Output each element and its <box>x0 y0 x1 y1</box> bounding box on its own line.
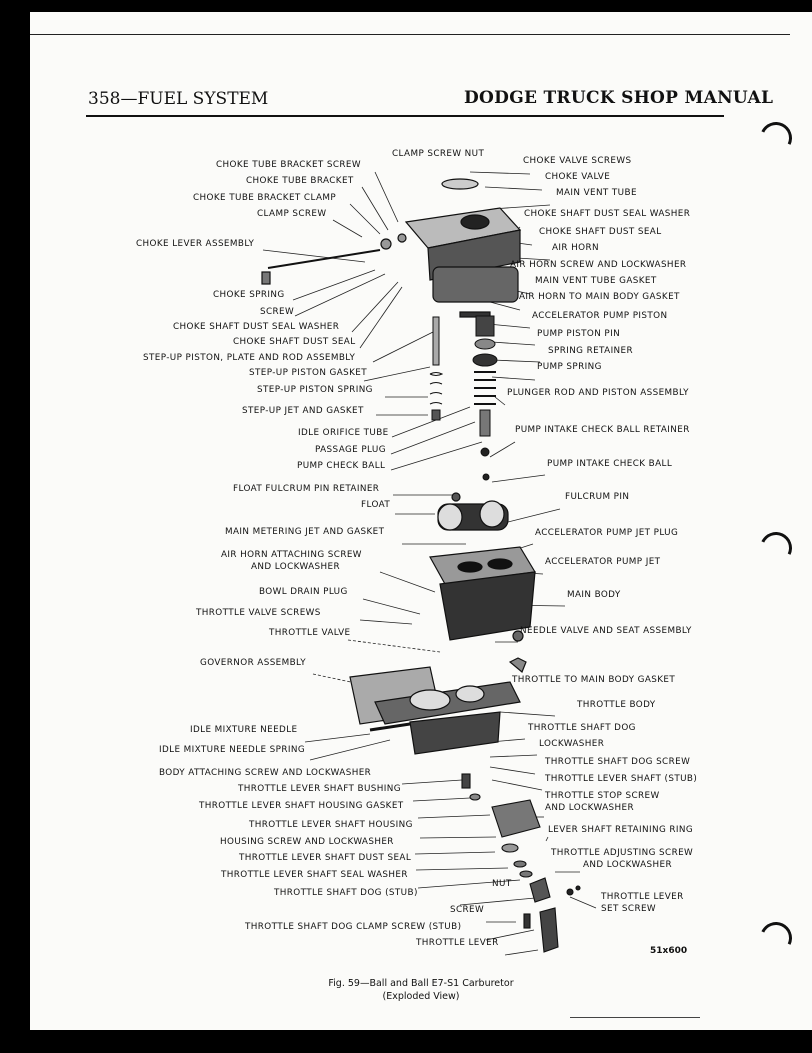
bottom-rule <box>570 1017 700 1018</box>
label-throttle-shaft-dog: THROTTLE SHAFT DOG <box>528 723 636 733</box>
label-main-body: MAIN BODY <box>567 590 621 600</box>
label-main-vent-tube: MAIN VENT TUBE <box>556 188 637 198</box>
label-pump-check-ball: PUMP CHECK BALL <box>297 461 386 471</box>
label-step-up-jet-gasket: STEP-UP JET AND GASKET <box>242 406 364 416</box>
label-pump-spring: PUMP SPRING <box>537 362 602 372</box>
label-pump-piston-pin: PUMP PISTON PIN <box>537 329 621 339</box>
label-clamp-screw-nut: CLAMP SCREW NUT <box>392 149 485 159</box>
main-body-drawing <box>430 547 535 672</box>
label-choke-lever-assembly: CHOKE LEVER ASSEMBLY <box>136 239 255 249</box>
label-clamp-screw: CLAMP SCREW <box>257 209 327 219</box>
label-throttle-stop-screw-2: AND LOCKWASHER <box>545 803 634 813</box>
label-throttle-body: THROTTLE BODY <box>577 700 656 710</box>
label-housing-screw-lockwasher: HOUSING SCREW AND LOCKWASHER <box>220 837 394 847</box>
label-spring-retainer: SPRING RETAINER <box>548 346 634 356</box>
label-accelerator-pump-jet-plug: ACCELERATOR PUMP JET PLUG <box>535 528 679 538</box>
page-header-title: DODGE TRUCK SHOP MANUAL <box>464 88 774 108</box>
label-throttle-shaft-dog-clamp-screw: THROTTLE SHAFT DOG CLAMP SCREW (STUB) <box>245 922 462 932</box>
label-choke-valve-screws: CHOKE VALVE SCREWS <box>523 156 632 166</box>
label-passage-plug: PASSAGE PLUG <box>315 445 386 455</box>
label-idle-mixture-needle: IDLE MIXTURE NEEDLE <box>190 725 298 735</box>
label-throttle-valve: THROTTLE VALVE <box>269 628 351 638</box>
figure-caption: Fig. 59—Ball and Ball E7-S1 Carburetor <box>328 978 514 989</box>
label-pump-intake-check-ball-retainer: PUMP INTAKE CHECK BALL RETAINER <box>515 425 690 435</box>
label-governor-assembly: GOVERNOR ASSEMBLY <box>200 658 306 668</box>
label-throttle-stop-screw: THROTTLE STOP SCREW <box>545 791 660 801</box>
throttle-body-drawing <box>350 667 520 754</box>
label-choke-spring: CHOKE SPRING <box>213 290 285 300</box>
label-main-vent-tube-gasket: MAIN VENT TUBE GASKET <box>535 276 657 286</box>
label-choke-tube-bracket-screw: CHOKE TUBE BRACKET SCREW <box>216 160 361 170</box>
carburetor-exploded-view <box>30 12 812 1030</box>
label-throttle-lever-shaft-stub: THROTTLE LEVER SHAFT (STUB) <box>545 774 698 784</box>
label-fulcrum-pin: FULCRUM PIN <box>565 492 630 502</box>
label-float: FLOAT <box>361 500 391 510</box>
label-choke-tube-bracket-clamp: CHOKE TUBE BRACKET CLAMP <box>193 193 337 203</box>
label-plunger-rod-piston: PLUNGER ROD AND PISTON ASSEMBLY <box>507 388 689 398</box>
label-throttle-lever-shaft-housing: THROTTLE LEVER SHAFT HOUSING <box>249 820 413 830</box>
figure-code: 51x600 <box>650 946 688 956</box>
label-main-metering-jet: MAIN METERING JET AND GASKET <box>225 527 385 537</box>
label-choke-shaft-dust-seal: CHOKE SHAFT DUST SEAL <box>233 337 356 347</box>
label-air-horn-attaching-screw-2: AND LOCKWASHER <box>251 562 340 572</box>
label-choke-shaft-dust-seal-washer-right: CHOKE SHAFT DUST SEAL WASHER <box>524 209 691 219</box>
label-throttle-adjusting-screw: THROTTLE ADJUSTING SCREW <box>551 848 694 858</box>
label-air-horn-to-main-body-gasket: AIR HORN TO MAIN BODY GASKET <box>519 292 680 302</box>
label-float-fulcrum-pin-retainer: FLOAT FULCRUM PIN RETAINER <box>233 484 380 494</box>
label-idle-mixture-needle-spring: IDLE MIXTURE NEEDLE SPRING <box>159 745 306 755</box>
label-throttle-lever-shaft-seal-washer: THROTTLE LEVER SHAFT SEAL WASHER <box>221 870 408 880</box>
label-choke-shaft-dust-seal-washer: CHOKE SHAFT DUST SEAL WASHER <box>173 322 340 332</box>
choke-linkage-drawing <box>262 234 406 284</box>
label-screw-2: SCREW <box>450 905 485 915</box>
label-air-horn-screw-lockwasher: AIR HORN SCREW AND LOCKWASHER <box>510 260 687 270</box>
label-throttle-lever-shaft-housing-gasket: THROTTLE LEVER SHAFT HOUSING GASKET <box>199 801 404 811</box>
label-step-up-piston-gasket: STEP-UP PISTON GASKET <box>249 368 368 378</box>
label-choke-shaft-dust-seal-right: CHOKE SHAFT DUST SEAL <box>539 227 662 237</box>
label-needle-valve-seat: NEEDLE VALVE AND SEAT ASSEMBLY <box>520 626 692 636</box>
float-drawing <box>438 493 508 530</box>
label-pump-intake-check-ball: PUMP INTAKE CHECK BALL <box>547 459 673 469</box>
label-screw: SCREW <box>260 307 295 317</box>
label-air-horn-attaching-screw: AIR HORN ATTACHING SCREW <box>221 550 362 560</box>
label-throttle-lever-shaft-dust-seal: THROTTLE LEVER SHAFT DUST SEAL <box>239 853 412 863</box>
label-nut: NUT <box>492 879 512 889</box>
label-throttle-shaft-dog-stub: THROTTLE SHAFT DOG (STUB) <box>274 888 418 898</box>
label-throttle-lever-set-screw: THROTTLE LEVER <box>601 892 684 902</box>
label-lever-shaft-retaining-ring: LEVER SHAFT RETAINING RING <box>548 825 694 835</box>
label-lockwasher: LOCKWASHER <box>539 739 605 749</box>
label-bowl-drain-plug: BOWL DRAIN PLUG <box>259 587 348 597</box>
label-idle-orifice-tube: IDLE ORIFICE TUBE <box>298 428 389 438</box>
label-step-up-piston-plate-rod: STEP-UP PISTON, PLATE AND ROD ASSEMBLY <box>143 353 356 363</box>
page-header-section: 358—FUEL SYSTEM <box>88 89 269 109</box>
label-throttle-lever: THROTTLE LEVER <box>416 938 499 948</box>
label-air-horn: AIR HORN <box>552 243 599 253</box>
air-horn-drawing <box>406 179 520 317</box>
label-throttle-shaft-dog-screw: THROTTLE SHAFT DOG SCREW <box>545 757 691 767</box>
label-accelerator-pump-piston: ACCELERATOR PUMP PISTON <box>532 311 668 321</box>
label-throttle-lever-shaft-bushing: THROTTLE LEVER SHAFT BUSHING <box>238 784 401 794</box>
label-throttle-to-main-body-gasket: THROTTLE TO MAIN BODY GASKET <box>512 675 676 685</box>
label-throttle-lever-set-screw-2: SET SCREW <box>601 904 657 914</box>
manual-page <box>30 12 812 1030</box>
label-choke-tube-bracket: CHOKE TUBE BRACKET <box>246 176 354 186</box>
label-throttle-adjusting-screw-2: AND LOCKWASHER <box>583 860 672 870</box>
label-body-attaching-screw: BODY ATTACHING SCREW AND LOCKWASHER <box>159 768 372 778</box>
figure-caption-sub: (Exploded View) <box>382 991 460 1002</box>
label-choke-valve: CHOKE VALVE <box>545 172 611 182</box>
label-accelerator-pump-jet: ACCELERATOR PUMP JET <box>545 557 661 567</box>
label-throttle-valve-screws: THROTTLE VALVE SCREWS <box>196 608 321 618</box>
label-step-up-piston-spring: STEP-UP PISTON SPRING <box>257 385 373 395</box>
